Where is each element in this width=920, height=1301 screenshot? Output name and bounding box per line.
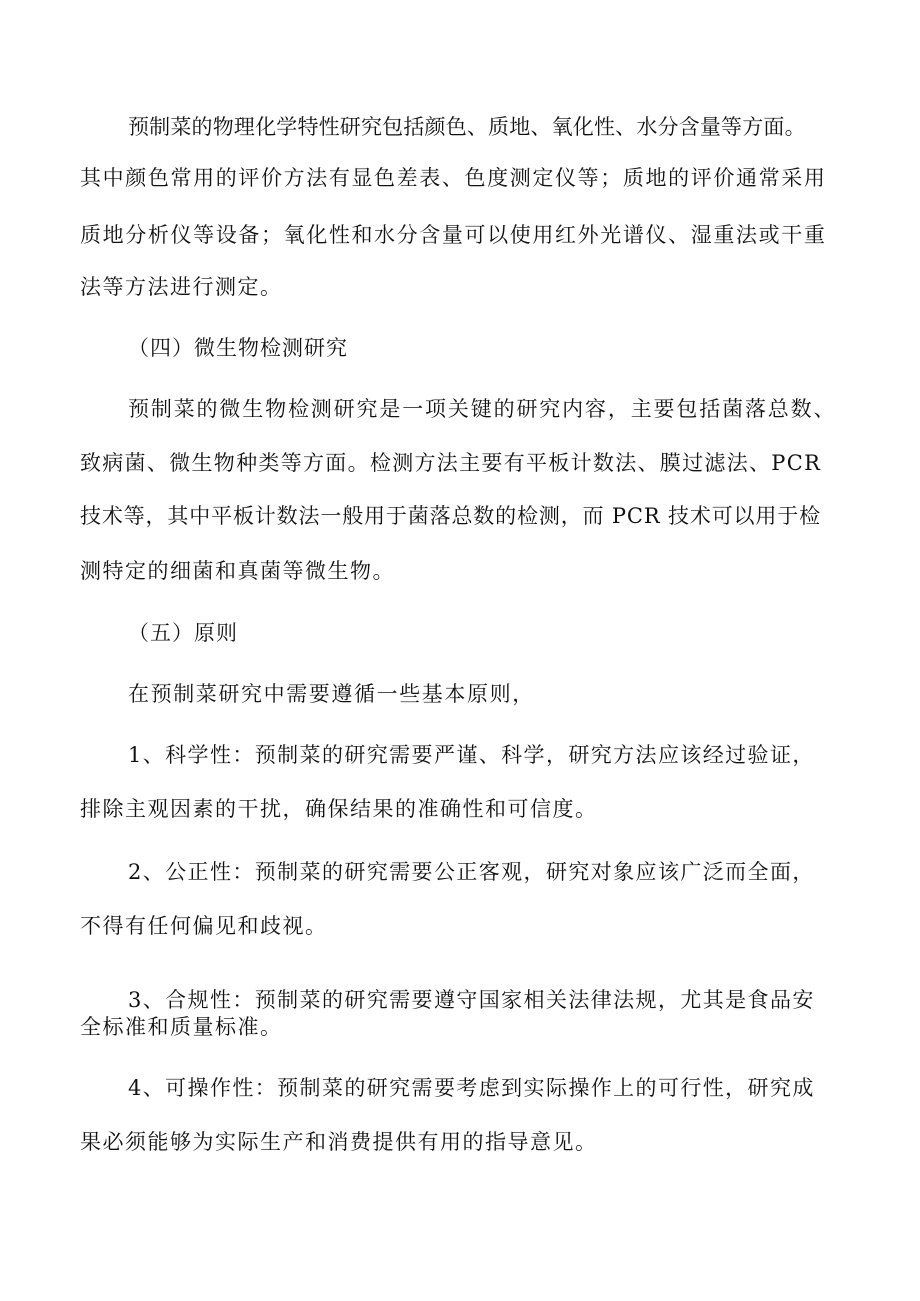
text-line: 法等方法进行测定。	[80, 275, 283, 299]
text-line: 1、科学性：预制菜的研究需要严谨、科学，研究方法应该经过验证，	[128, 743, 815, 767]
text-line: 致病菌、微生物种类等方面。检测方法主要有平板计数法、膜过滤法、PCR	[80, 451, 822, 475]
principles-intro: 在预制菜研究中需要遵循一些基本原则，	[128, 682, 535, 706]
text-line: 排除主观因素的干扰，确保结果的准确性和可信度。	[80, 797, 598, 821]
text-line: 果必须能够为实际生产和消费提供有用的指导意见。	[80, 1130, 598, 1154]
text-line: 其中颜色常用的评价方法有显色差表、色度测定仪等；质地的评价通常采用	[80, 166, 827, 190]
text-line: 2、公正性：预制菜的研究需要公正客观，研究对象应该广泛而全面，	[128, 860, 815, 884]
section-heading-microbial-testing: （四）微生物检测研究	[128, 336, 348, 360]
text-line: 测特定的细菌和真菌等微生物。	[80, 559, 395, 583]
text-line: 不得有任何偏见和歧视。	[80, 914, 328, 938]
text-line: 预制菜的物理化学特性研究包括颜色、质地、氧化性、水分含量等方面。	[128, 115, 806, 139]
text-line: 全标准和质量标准。	[80, 1015, 283, 1039]
text-line: 预制菜的微生物检测研究是一项关键的研究内容，主要包括菌落总数、	[128, 397, 837, 421]
text-line: 技术等，其中平板计数法一般用于菌落总数的检测，而 PCR 技术可以用于检	[80, 504, 821, 528]
text-line: 质地分析仪等设备；氧化性和水分含量可以使用红外光谱仪、湿重法或干重	[80, 223, 827, 247]
section-heading-principles: （五）原则	[128, 621, 238, 645]
text-line: 3、合规性：预制菜的研究需要遵守国家相关法律法规，尤其是食品安	[128, 988, 815, 1012]
text-line: 4、可操作性：预制菜的研究需要考虑到实际操作上的可行性，研究成	[128, 1076, 815, 1100]
